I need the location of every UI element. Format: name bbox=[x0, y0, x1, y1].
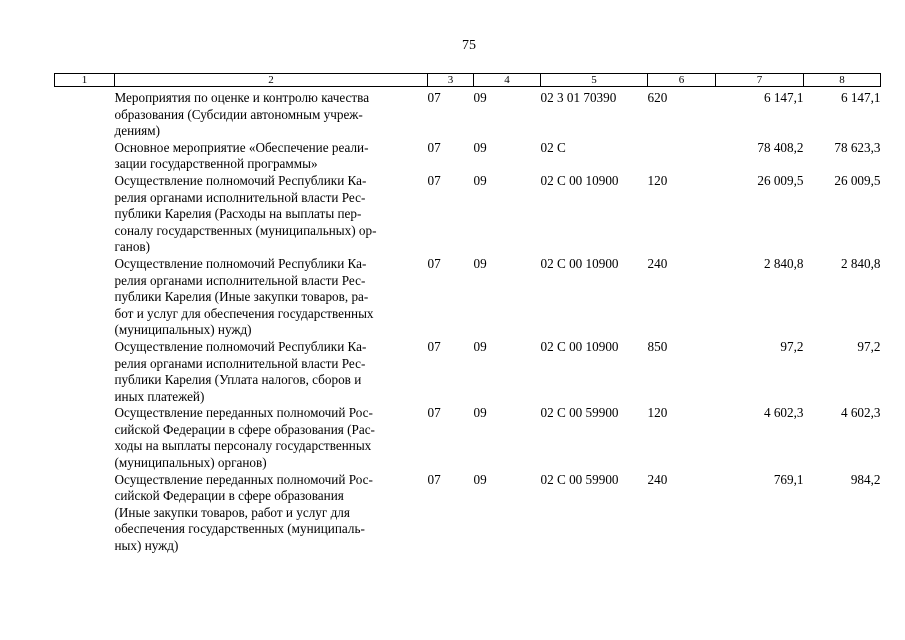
expense-type-code: 240 bbox=[647, 255, 668, 271]
amount-year-1: 26 009,5 bbox=[757, 172, 804, 188]
expense-type-code: 120 bbox=[647, 405, 668, 421]
target-article-code: 02 С 00 10900 bbox=[540, 338, 619, 354]
section-code: 07 bbox=[427, 139, 441, 155]
description-line: образования (Субсидии автономным учреж- bbox=[114, 106, 363, 122]
amount-year-2: 2 840,8 bbox=[840, 255, 881, 271]
table-row bbox=[55, 87, 881, 140]
target-article-code: 02 3 01 70390 bbox=[540, 90, 617, 105]
column-header-8: 8 bbox=[804, 74, 881, 87]
amount-year-2: 984,2 bbox=[850, 471, 881, 487]
page-number: 75 bbox=[462, 38, 476, 53]
subsection-code: 09 bbox=[473, 255, 487, 271]
row-empty-cell bbox=[55, 140, 115, 173]
description-line: (муниципальных) нужд) bbox=[114, 322, 252, 338]
amount-year-1: 2 840,8 bbox=[763, 255, 804, 271]
section-code: 07 bbox=[427, 405, 441, 421]
expense-type-code: 120 bbox=[647, 172, 668, 188]
expense-type-code: 620 bbox=[647, 90, 668, 105]
row-description bbox=[115, 472, 428, 555]
description-line: Осуществление полномочий Республики Ка- bbox=[114, 338, 367, 354]
row-empty-cell bbox=[55, 256, 115, 339]
subsection-code: 09 bbox=[473, 172, 487, 188]
table-row bbox=[55, 472, 881, 555]
description-line: публики Карелия (Иные закупки товаров, ра- bbox=[114, 289, 369, 305]
amount-year-1: 97,2 bbox=[780, 338, 804, 354]
description-line: ных) нужд) bbox=[114, 538, 179, 554]
row-empty-cell bbox=[55, 405, 115, 471]
amount-year-1: 6 147,1 bbox=[763, 90, 804, 105]
column-header-7: 7 bbox=[716, 74, 804, 87]
subsection-code: 09 bbox=[473, 90, 487, 105]
column-header-4: 4 bbox=[474, 74, 541, 87]
expense-type-code: 850 bbox=[647, 338, 668, 354]
column-header-1: 1 bbox=[55, 74, 115, 87]
row-empty-cell bbox=[55, 87, 115, 140]
amount-year-1: 78 408,2 bbox=[757, 139, 804, 155]
column-number-header-row bbox=[55, 74, 881, 87]
target-article-code: 02 С 00 59900 bbox=[540, 405, 619, 421]
row-empty-cell bbox=[55, 173, 115, 256]
description-line: (Иные закупки товаров, работ и услуг для bbox=[114, 504, 350, 520]
target-article-code: 02 С 00 59900 bbox=[540, 471, 619, 487]
amount-year-1: 769,1 bbox=[773, 471, 804, 487]
row-description bbox=[115, 405, 428, 471]
table-row bbox=[55, 339, 881, 405]
amount-year-2: 6 147,1 bbox=[840, 90, 881, 105]
description-line: Осуществление полномочий Республики Ка- bbox=[114, 172, 367, 188]
description-line: релия органами исполнительной власти Рес- bbox=[114, 189, 366, 205]
description-line: Мероприятия по оценке и контролю качества bbox=[114, 90, 370, 105]
column-header-5: 5 bbox=[541, 74, 648, 87]
table-row bbox=[55, 405, 881, 471]
description-line: Осуществление переданных полномочий Рос- bbox=[114, 471, 373, 487]
description-line: бот и услуг для обеспечения государственных bbox=[114, 305, 374, 321]
description-line: ходы на выплаты персоналу государственных bbox=[114, 438, 372, 454]
row-description bbox=[115, 173, 428, 256]
subsection-code: 09 bbox=[473, 405, 487, 421]
column-header-3: 3 bbox=[428, 74, 474, 87]
table-row bbox=[55, 140, 881, 173]
column-header-6: 6 bbox=[648, 74, 716, 87]
section-code: 07 bbox=[427, 338, 441, 354]
subsection-code: 09 bbox=[473, 139, 487, 155]
expense-type-code: 240 bbox=[647, 471, 668, 487]
description-line: сийской Федерации в сфере образования (Рас- bbox=[114, 421, 375, 437]
target-article-code: 02 С 00 10900 bbox=[540, 172, 619, 188]
section-code: 07 bbox=[427, 172, 441, 188]
section-code: 07 bbox=[427, 255, 441, 271]
description-line: Основное мероприятие «Обеспечение реали- bbox=[114, 139, 369, 155]
description-line: обеспечения государственных (муниципаль- bbox=[114, 521, 365, 537]
description-line: иных платежей) bbox=[114, 388, 205, 404]
description-line: зации государственной программы» bbox=[114, 156, 318, 172]
budget-table bbox=[54, 73, 881, 555]
row-description bbox=[115, 339, 428, 405]
subsection-code: 09 bbox=[473, 471, 487, 487]
table-row bbox=[55, 173, 881, 256]
section-code: 07 bbox=[427, 90, 441, 105]
column-header-2: 2 bbox=[115, 74, 428, 87]
description-line: дениям) bbox=[114, 123, 160, 139]
description-line: Осуществление полномочий Республики Ка- bbox=[114, 255, 367, 271]
expense-type-code bbox=[648, 140, 716, 173]
row-description bbox=[115, 140, 428, 173]
target-article-code: 02 С bbox=[540, 139, 566, 155]
amount-year-2: 4 602,3 bbox=[840, 405, 881, 421]
amount-year-2: 26 009,5 bbox=[834, 172, 881, 188]
target-article-code: 02 С 00 10900 bbox=[540, 255, 619, 271]
description-line: Осуществление переданных полномочий Рос- bbox=[114, 405, 373, 421]
table-body bbox=[55, 87, 881, 555]
description-line: соналу государственных (муниципальных) ор- bbox=[114, 222, 377, 238]
description-line: релия органами исполнительной власти Рес- bbox=[114, 272, 366, 288]
section-code: 07 bbox=[427, 471, 441, 487]
description-line: релия органами исполнительной власти Рес- bbox=[114, 355, 366, 371]
description-line: публики Карелия (Расходы на выплаты пер- bbox=[114, 206, 362, 222]
description-line: публики Карелия (Уплата налогов, сборов и bbox=[114, 372, 362, 388]
amount-year-1: 4 602,3 bbox=[763, 405, 804, 421]
row-empty-cell bbox=[55, 472, 115, 555]
amount-year-2: 78 623,3 bbox=[834, 139, 881, 155]
subsection-code: 09 bbox=[473, 338, 487, 354]
row-description bbox=[115, 256, 428, 339]
description-line: ганов) bbox=[114, 239, 151, 255]
description-line: (муниципальных) органов) bbox=[114, 455, 267, 471]
row-description bbox=[115, 87, 428, 140]
description-line: сийской Федерации в сфере образования bbox=[114, 488, 344, 504]
amount-year-2: 97,2 bbox=[857, 338, 881, 354]
row-empty-cell bbox=[55, 339, 115, 405]
table-row bbox=[55, 256, 881, 339]
